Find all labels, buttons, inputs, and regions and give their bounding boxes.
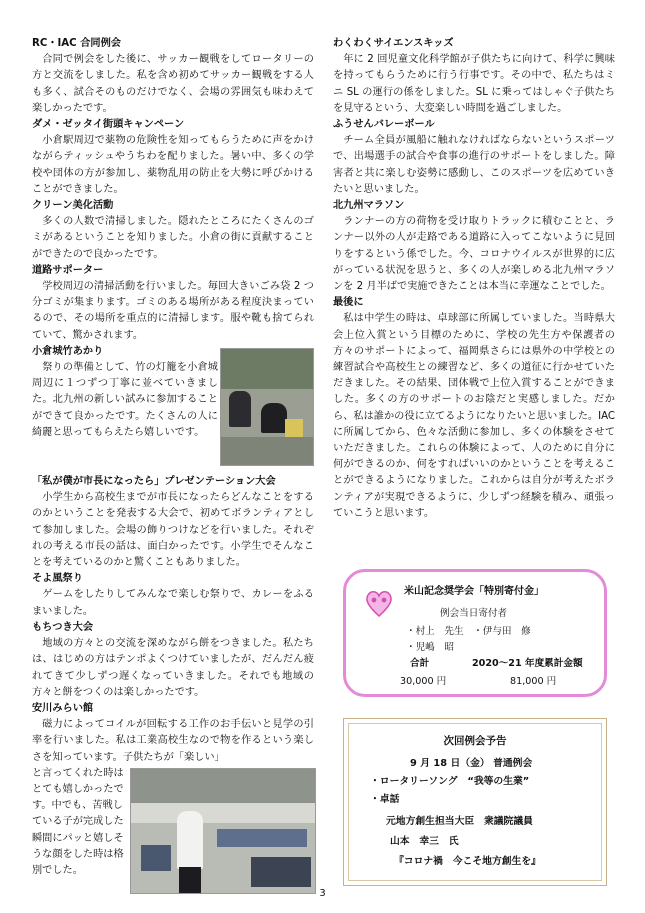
text-dame: 小倉駅周辺で薬物の危険性を知ってもらうために声をかけながらティッシュやうちわを配りました。暑い中、多くの学校や団体の方が参加し、薬物乱用の防止を大勢に呼びかけることができました。 xyxy=(32,135,314,195)
text-mayor: 小学生から高校生までが市長になったらどんなことをするのかということを発表する大会で、初めてボランティアとして参加しました。会場の飾りつけなどを行いました。それぞれの考える市長の話は、面白かったです。小学生でそんなことを考えているのかと驚くこともありました。 xyxy=(32,492,314,569)
right-column xyxy=(333,36,615,522)
text-last: 私は中学生の時は、卓球部に所属していました。当時県大会上位入賞という目標のために、学校の先生方や保護者の方々のサポートによって、福岡県さらには県外の中学校との練習試合や高校生との練習など、多くの道征に行かせていただきました。その結果、団体戦で上位入賞することができました。多くの方のサポートのお陰だと実感しました。だから、私は誰かの役に立てるようになりたいと思いました。IAC に所属してから、色々な活動に参加し、多くの体験をさせていただきました。これらの体験によって、人のために自分に何ができるのか、何をすればいいのかということを考えることができるようになりました。これからは自分が考えたボランティアが実現できるように、少しずつ経験を積み、頑張っていこうと思います。 xyxy=(333,313,615,519)
donors-line-1: ・村上 先生 ・伊与田 修 xyxy=(406,626,531,637)
heart-logo-icon xyxy=(364,586,394,620)
text-marathon: ランナーの方の荷物を受け取りトラックに積むことと、ランナー以外の人が走路である道路に入ってこないように見回りをするという係でした。今、コロナウイルスが世界的に広がっている状況を思うと、多くの人が楽しめる北九州マラソンを 2 月半ばで実施できたことは本当に幸運なことでした。 xyxy=(333,216,615,293)
text-soyo: ゲームをしたりしてみんなで楽しむ祭りで、カレーをふるまいました。 xyxy=(32,589,314,617)
heading-yasukawa: 安川みらい館 xyxy=(32,702,94,714)
heading-mayor: 「私が僕が市長になったら」プレゼンテーション大会 xyxy=(32,476,276,488)
text-yasukawa-top: 磁力によってコイルが回転する工作のお手伝いと見学の引率を行いました。私は工業高校生なので物を作るという楽しさを知っています。子供たちが「楽しい」 xyxy=(32,719,314,763)
text-road: 学校周辺の清掃活動を行いました。毎回大きいごみ袋 2 つ分ゴミが集まります。ゴミのある場所がある程度決まっているので、その場所を重点的に清掃します。服や靴も捨てられていて、驚かされます。 xyxy=(32,281,314,341)
text-science: 年に 2 回児童文化科学館が子供たちに向けて、科学に興味を持ってもらうために行う行事です。その中で、私たちはミニ SL の運行の係をしました。SL に乗ってはしゃぐ子供たちを見守るという、大変楽しい時間を過ごしました。 xyxy=(333,54,615,114)
donation-subtitle: 例会当日寄付者 xyxy=(440,608,508,619)
heading-road: 道路サポーター xyxy=(32,264,104,276)
heading-mochi: もちつき大会 xyxy=(32,621,94,633)
page-number: 3 xyxy=(319,888,326,899)
year-total-label: 2020～21 年度累計金額 xyxy=(472,658,583,669)
donation-box xyxy=(343,569,607,697)
next-meeting-title: 次回例会予告 xyxy=(443,735,507,747)
akari-photo xyxy=(220,348,314,466)
donation-title: 米山記念奨学会「特別寄付金」 xyxy=(404,586,544,597)
donors-line-2: ・児嶋 昭 xyxy=(406,642,454,653)
next-meeting-date: 9 月 18 日（金） 普通例会 xyxy=(410,758,533,769)
text-clean: 多くの人数で清掃しました。隠れたところにたくさんのゴミがあるということを知りました。小倉の街に貢献することができたので良かったです。 xyxy=(32,216,314,260)
next-meeting-item-song: ・ロータリーソング “我等の生業” xyxy=(370,776,530,787)
next-meeting-box xyxy=(343,718,607,886)
heading-clean: クリーン美化活動 xyxy=(32,200,114,212)
text-yasukawa-side: と言ってくれた時はとても嬉しかったです。中でも、苦戦している子が完成した瞬間にパッと嬉しそうな顔をした時は格別でした。 xyxy=(32,767,124,876)
text-rc-iac: 合同で例会をした後に、サッカー観戦をしてロータリーの方と交流をしました。私を含め初めてサッカー観戦をする人も多く、試合そのものだけでなく、会場の雰囲気も味わえて楽しかったです。 xyxy=(32,54,314,114)
heading-balloon: ふうせんバレーボール xyxy=(333,119,435,131)
heading-rc-iac: RC・IAC 合同例会 xyxy=(32,38,121,49)
text-mochi: 地域の方々との交流を深めながら餅をつきました。私たちは、はじめの方はテンポよくつけていましたが、だんだん疲れてきて少しずつ遅くなっていきました。それでも地域の方々と餅をつくのは楽しかったです。 xyxy=(32,638,314,698)
text-akari: 祭りの準備として、竹の灯籠を小倉城周辺に１つずつ丁寧に並べていきました。北九州の新しい試みに参加することができて良かったです。たくさんの人に綺麗と思ってもらえたら嬉しいです。 xyxy=(32,362,218,438)
speaker-title: 元地方創生担当大臣 衆議院議員 xyxy=(386,816,533,827)
speaker-name: 山本 幸三 氏 xyxy=(390,836,459,847)
total-label: 合計 xyxy=(410,658,430,669)
heading-marathon: 北九州マラソン xyxy=(333,200,405,212)
next-meeting-item-talk: ・卓話 xyxy=(370,794,400,805)
heading-last: 最後に xyxy=(333,297,364,309)
heading-soyo: そよ風祭り xyxy=(32,573,83,585)
heading-science: わくわくサイエンスキッズ xyxy=(333,38,454,49)
section-yasukawa-lower xyxy=(32,766,314,879)
yasukawa-photo xyxy=(130,768,316,894)
talk-title: 『コロナ禍 今こそ地方創生を』 xyxy=(394,856,541,867)
heading-dame: ダメ・ゼッタイ街頭キャンペーン xyxy=(32,119,185,131)
year-total-amount: 81,000 円 xyxy=(510,676,557,687)
total-amount: 30,000 円 xyxy=(400,676,447,687)
section-akari xyxy=(32,344,314,474)
left-column xyxy=(32,36,314,879)
text-balloon: チーム全員が風船に触れなければならないというスポーツで、出場選手の試合や食事の進行のサポートをしました。障害者と共に楽しむ姿勢に感動し、このスポーツを広めていきたいと思いました。 xyxy=(333,135,615,195)
heading-akari: 小倉城竹あかり xyxy=(32,345,104,357)
